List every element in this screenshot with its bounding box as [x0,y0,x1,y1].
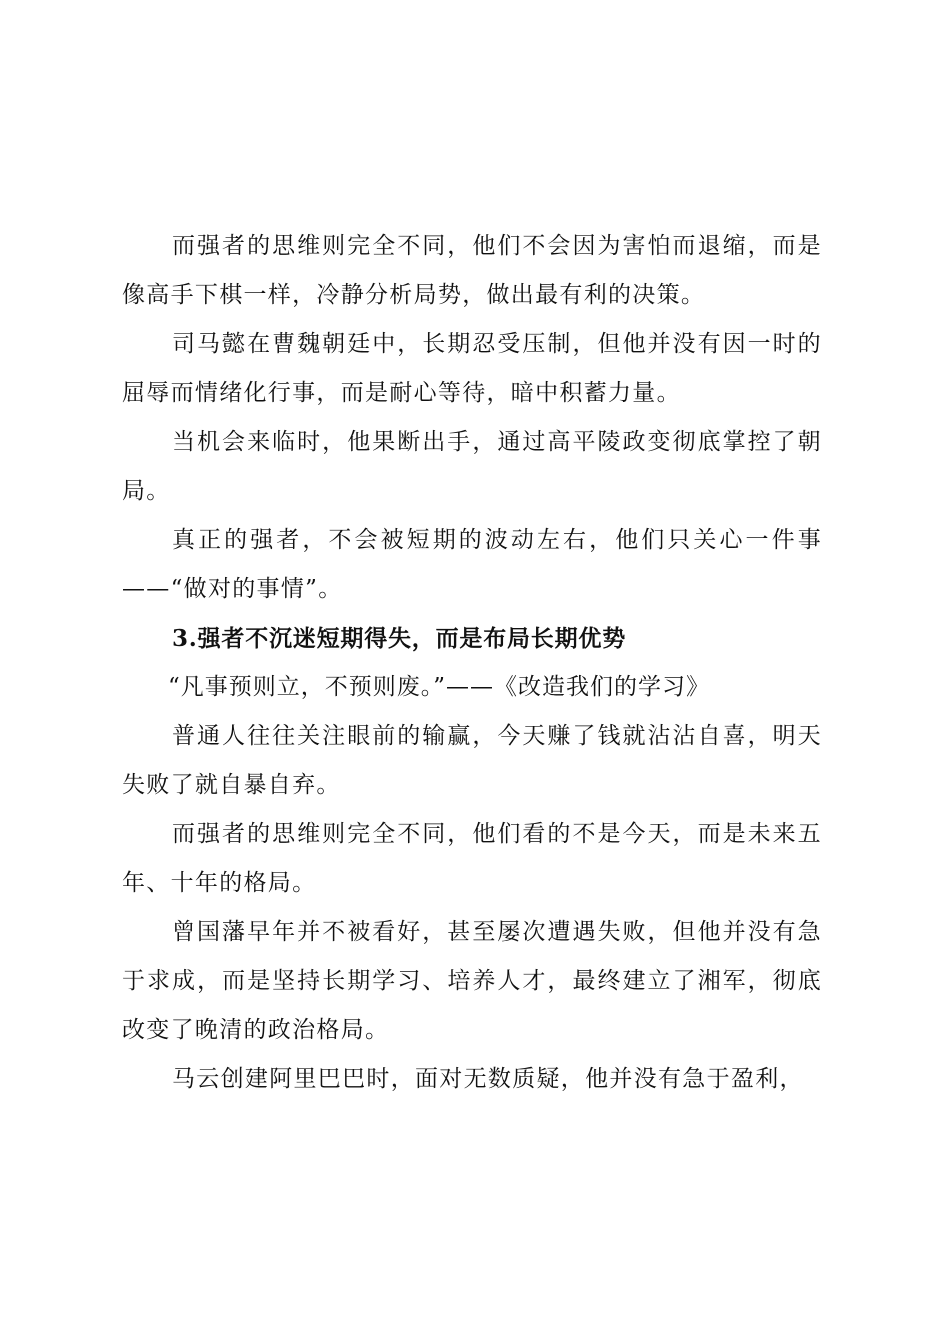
paragraph: 真正的强者，不会被短期的波动左右，他们只关心一件事——“做对的事情”。 [122,527,822,602]
paragraph: 普通人往往关注眼前的输赢，今天赚了钱就沾沾自喜，明天失败了就自暴自弃。 [122,723,822,798]
document-body [122,222,822,1104]
quote-line: “凡事预则立，不预则废。”——《改造我们的学习》 [168,674,711,700]
paragraph: 马云创建阿里巴巴时，面对无数质疑，他并没有急于盈利， [172,1066,804,1092]
paragraph: 司马懿在曹魏朝廷中，长期忍受压制，但他并没有因一时的屈辱而情绪化行事，而是耐心等待，暗中积蓄力量。 [122,331,822,406]
paragraph: 当机会来临时，他果断出手，通过高平陵政变彻底掌控了朝局。 [122,429,822,504]
paragraph: 曾国藩早年并不被看好，甚至屡次遭遇失败，但他并没有急于求成，而是坚持长期学习、培养人才，最终建立了湘军，彻底改变了晚清的政治格局。 [122,919,822,1043]
section-heading: 3.强者不沉迷短期得失，而是布局长期优势 [172,625,627,652]
paragraph: 而强者的思维则完全不同，他们不会因为害怕而退缩，而是像高手下棋一样，冷静分析局势，做出最有利的决策。 [122,233,822,308]
paragraph: 而强者的思维则完全不同，他们看的不是今天，而是未来五年、十年的格局。 [122,821,822,896]
